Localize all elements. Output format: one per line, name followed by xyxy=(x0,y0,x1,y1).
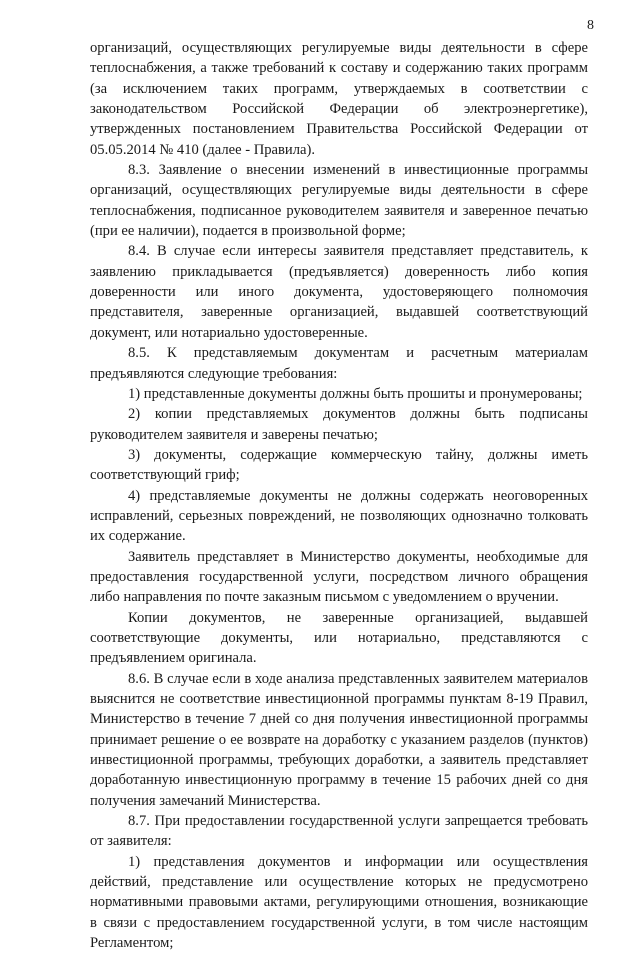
paragraph-8-7: 8.7. При предоставлении государственной услуги запрещается требовать от заявителя: xyxy=(90,813,588,850)
list-item-8-5-3: 3) документы, содержащие коммерческую тайну, должны иметь соответствующий гриф; xyxy=(90,446,588,484)
paragraph-submission: Заявитель представляет в Министерство документы, необходимые для предоставления государственной услуги, посредством личного обращения либо направления по почте заказным письмом с уведомлением о вручении. xyxy=(90,548,588,606)
paragraph-8-4: 8.4. В случае если интересы заявителя представляет представитель, к заявлению прикладывается (предъявляется) доверенность либо копия доверенности или иного документа, удостоверяющего полномочия представителя, заверенные организацией, выдавшей соответствующий документ, или нотариально удостоверенные. xyxy=(90,243,588,341)
list-item-8-5-1: 1) представленные документы должны быть прошиты и пронумерованы; xyxy=(128,385,583,402)
document-body xyxy=(90,38,588,953)
paragraph-1: организаций, осуществляющих регулируемые виды деятельности в сфере теплоснабжения, а также требований к составу и содержанию таких программ (за исключением таких программ, утверждаемых в соответствии с законодательством Российской Федерации об электроэнергетике), утвержденных постановлением Правительства Российской Федерации от 05.05.2014 № 410 (далее - Правила). xyxy=(90,40,588,158)
paragraph-8-6: 8.6. В случае если в ходе анализа представленных заявителем материалов выяснится не соответствие инвестиционной программы пунктам 8-19 Правил, Министерство в течение 7 дней со дня получения инвестиционной программы принимает решение о ее возврате на доработку с указанием разделов (пунктов) инвестиционной программы, требующих доработки, а заявитель представляет доработанную инвестиционную программу в течение 15 рабочих дней со дня получения замечаний Министерства. xyxy=(90,670,588,809)
page-number: 8 xyxy=(587,18,594,33)
paragraph-8-5: 8.5. К представляемым документам и расчетным материалам предъявляются следующие требования: xyxy=(90,345,588,382)
paragraph-8-3: 8.3. Заявление о внесении изменений в инвестиционные программы организаций, осуществляющих регулируемые виды деятельности в сфере теплоснабжения, подписанное руководителем заявителя и заверенное печатью (при ее наличии), подается в произвольной форме; xyxy=(90,162,588,240)
list-item-8-5-2: 2) копии представляемых документов должны быть подписаны руководителем заявителя и заверены печатью; xyxy=(90,406,588,443)
list-item-8-5-4: 4) представляемые документы не должны содержать неоговоренных исправлений, серьезных повреждений, не позволяющих однозначно толковать их содержание. xyxy=(90,487,588,545)
list-item-8-7-1: 1) представления документов и информации или осуществления действий, представление или осуществление которых не предусмотрено нормативными правовыми актами, регулирующими отношения, возникающие в связи с предоставлением государственной услуги, в том числе настоящим Регламентом; xyxy=(90,853,588,952)
paragraph-copies: Копии документов, не заверенные организацией, выдавшей соответствующие документы, или нотариально, представляются с предъявлением оригинала. xyxy=(90,609,588,667)
